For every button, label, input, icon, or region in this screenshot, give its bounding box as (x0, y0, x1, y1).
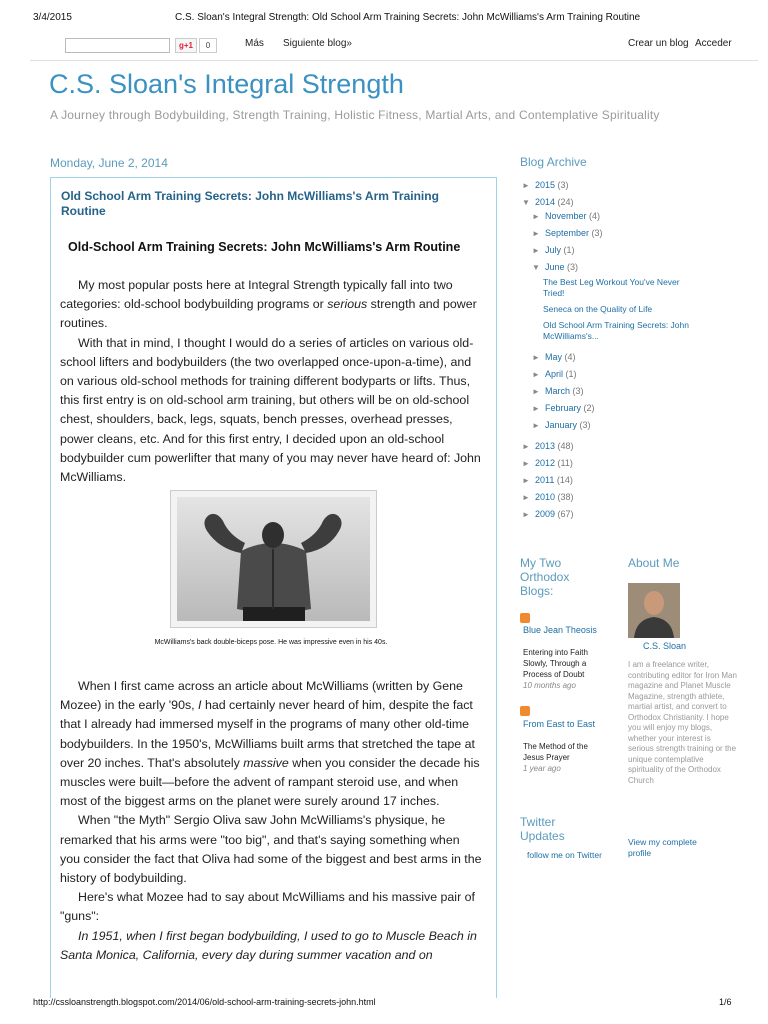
blog-link[interactable]: From East to East (523, 719, 596, 729)
collapse-icon[interactable]: ▼ (532, 263, 540, 272)
archive-month[interactable]: ► May (4) (532, 352, 576, 362)
header-divider (30, 60, 758, 61)
archive-month[interactable]: ► September (3) (532, 228, 603, 238)
paragraph: When I first came across an article about McWilliams (written by Gene Mozee) in the early '90s, I had certainly never heard of him, despite the fact that I already had immersed myself in the programs of many other old-time bodybuilders. In the 1950's, McWilliams built arms that stretched the tape at over 20 inches. That's absolutely massive when you consider the decade his muscles were built—before the advent of rampant steroid use, and when most of the biggest arms on the planet were surely around 17 inches. (60, 679, 480, 809)
bodybuilder-image (171, 491, 376, 627)
archive-month[interactable]: ► February (2) (532, 403, 595, 413)
sign-in-link[interactable]: Acceder (695, 38, 732, 49)
paragraph: With that in mind, I thought I would do a series of articles on various old-school lifters and bodybuilders (the two overlapped once-upon-a-time), and on various old-school methods for training different bodyparts or lifts. Thus, this first entry is on old-school arm training, but others will be on old-school chest, shoulders, back, legs, squats, bench presses, overhead presses, power cleans, etc. And for this first entry, I decided upon an old-school bodybuilder cum powerlifter that many of you may never have heard of: John McWilliams. (60, 335, 481, 485)
expand-icon[interactable]: ► (532, 370, 540, 379)
expand-icon[interactable]: ► (532, 246, 540, 255)
print-title: C.S. Sloan's Integral Strength: Old School Arm Training Secrets: John McWilliams's Arm Training Routine (175, 12, 641, 23)
archive-year[interactable]: ► 2012 (11) (522, 458, 573, 468)
about-title: About Me (628, 556, 680, 570)
archive-month[interactable]: ► January (3) (532, 420, 591, 430)
post-title[interactable]: Old School Arm Training Secrets: John McWilliams's Arm Training Routine (61, 189, 439, 218)
blog-latest-post[interactable]: The Method of the Jesus Prayer (523, 742, 588, 762)
archive-post-link[interactable]: Old School Arm Training Secrets: John McWilliams's... (543, 320, 689, 341)
more-link[interactable]: Más (245, 38, 264, 49)
expand-icon[interactable]: ► (532, 229, 540, 238)
archive-year[interactable]: ► 2013 (48) (522, 441, 574, 451)
paragraph: When "the Myth" Sergio Oliva saw John McWilliams's physique, he remarked that his arms were "too big", and that's saying something when you consider the fact that Oliva had some of the biggest and best arms in the history of bodybuilding. (60, 813, 482, 886)
paragraph: My most popular posts here at Integral Strength typically fall into two categories: old-school bodybuilding programs or serious strength and power routines. (60, 278, 477, 331)
mcwilliams-photo[interactable] (170, 490, 377, 628)
print-date: 3/4/2015 (33, 12, 72, 23)
page-url: http://cssloanstrength.blogspot.com/2014/06/old-school-arm-training-secrets-john.html (33, 997, 376, 1007)
paragraph: Here's what Mozee had to say about McWilliams and his massive pair of "guns": (60, 890, 475, 924)
post-date: Monday, June 2, 2014 (50, 156, 168, 170)
post-subtitle: Old-School Arm Training Secrets: John McWilliams's Arm Routine (68, 240, 461, 254)
orthodox-blogs-title: My Two Orthodox Blogs: (520, 556, 570, 598)
archive-month[interactable]: ► April (1) (532, 369, 577, 379)
expand-icon[interactable]: ► (522, 493, 530, 502)
next-blog-link[interactable]: Siguiente blog» (283, 38, 352, 49)
expand-icon[interactable]: ► (532, 421, 540, 430)
twitter-title: Twitter Updates (520, 815, 565, 843)
profile-photo (628, 583, 680, 638)
expand-icon[interactable]: ► (532, 387, 540, 396)
photo-caption: McWilliams's back double-biceps pose. He was impressive even in his 40s. (154, 639, 388, 646)
expand-icon[interactable]: ► (522, 181, 530, 190)
blog-link[interactable]: Blue Jean Theosis (523, 625, 597, 635)
avatar[interactable] (628, 583, 680, 638)
about-text: I am a freelance writer, contributing editor for Iron Man magazine and Planet Muscle Magazine, strength athlete, martial artist, and convert to Orthodox Christianity. I hope you will enjoy my blogs, whether your interest is serious strength training or the unique contemplative spirituality of the Orthodox Church (628, 660, 737, 785)
gplus-count: 0 (199, 38, 217, 53)
archive-month[interactable]: ► July (1) (532, 245, 575, 255)
blog-post-age: 10 months ago (523, 681, 576, 690)
blogger-icon (520, 706, 530, 716)
page-number: 1/6 (719, 997, 732, 1007)
archive-month[interactable]: ► March (3) (532, 386, 584, 396)
profile-link[interactable]: View my complete profile (628, 837, 697, 858)
expand-icon[interactable]: ► (522, 510, 530, 519)
archive-title: Blog Archive (520, 155, 587, 169)
blog-post-age: 1 year ago (523, 764, 561, 773)
archive-post-link[interactable]: The Best Leg Workout You've Never Tried! (543, 277, 680, 298)
archive-year[interactable]: ► 2011 (14) (522, 475, 573, 485)
expand-icon[interactable]: ► (522, 459, 530, 468)
blogger-icon (520, 613, 530, 623)
expand-icon[interactable]: ► (522, 476, 530, 485)
blog-title[interactable]: C.S. Sloan's Integral Strength (49, 69, 404, 99)
archive-post-link[interactable]: Seneca on the Quality of Life (543, 304, 653, 314)
archive-year[interactable]: ► 2009 (67) (522, 509, 574, 519)
collapse-icon[interactable]: ▼ (522, 198, 530, 207)
post-body-top (60, 276, 482, 487)
blogger-navbar (0, 33, 768, 59)
create-blog-link[interactable]: Crear un blog (628, 38, 689, 49)
blog-description: A Journey through Bodybuilding, Strength Training, Holistic Fitness, Martial Arts, and Contemplative Spirituality (50, 108, 660, 122)
search-input[interactable] (65, 38, 170, 53)
archive-month-june[interactable]: ▼ June (3) (532, 262, 579, 272)
archive-month[interactable]: ► November (4) (532, 211, 601, 221)
expand-icon[interactable]: ► (532, 212, 540, 221)
expand-icon[interactable]: ► (532, 353, 540, 362)
archive-year[interactable]: ► 2010 (38) (522, 492, 574, 502)
gplus-button[interactable]: g+1 (175, 38, 197, 53)
expand-icon[interactable]: ► (532, 404, 540, 413)
twitter-follow-link[interactable]: follow me on Twitter (527, 850, 602, 860)
post-body-bottom (60, 677, 482, 965)
quote-paragraph: In 1951, when I first began bodybuilding, I used to go to Muscle Beach in Santa Monica, California, every day during summer vacation and on (60, 928, 477, 962)
expand-icon[interactable]: ► (522, 442, 530, 451)
archive-year-2014[interactable]: ▼ 2014 (24) (522, 197, 574, 207)
profile-name[interactable]: C.S. Sloan (643, 641, 687, 651)
blog-latest-post[interactable]: Entering into Faith Slowly, Through a Process of Doubt (523, 648, 588, 679)
archive-year-2015[interactable]: ► 2015 (3) (522, 180, 569, 190)
